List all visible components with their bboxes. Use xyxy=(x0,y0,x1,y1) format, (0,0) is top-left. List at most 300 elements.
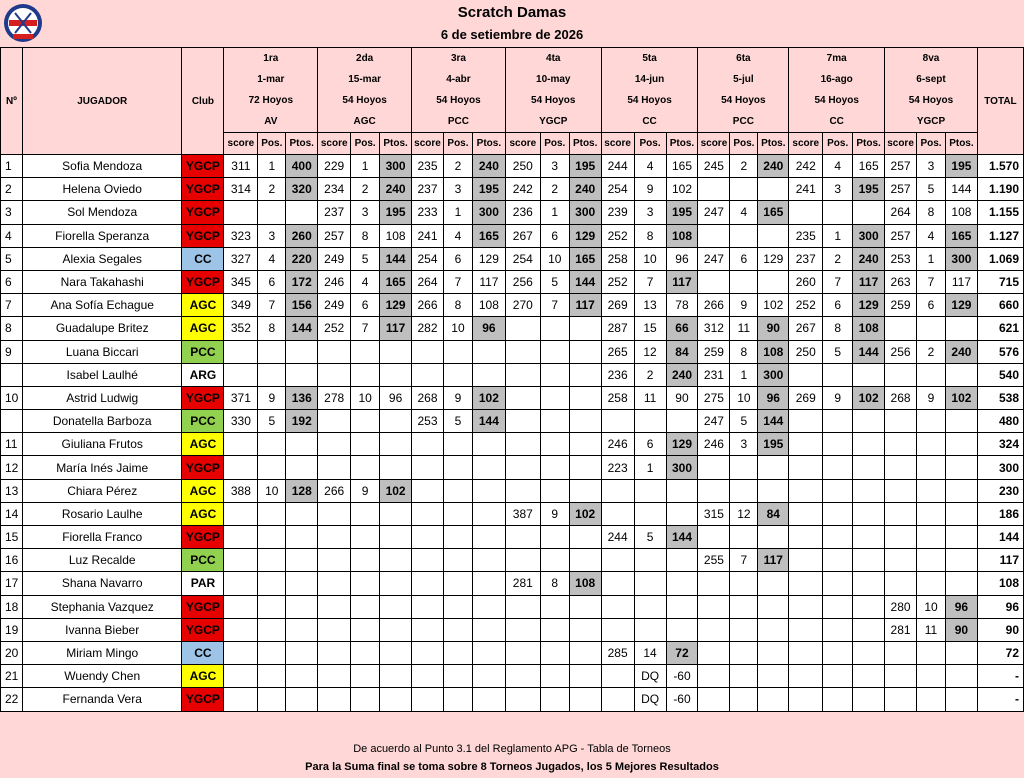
points-cell xyxy=(569,688,601,711)
points-cell: 220 xyxy=(286,247,318,270)
tournament-holes: 54 Hoyos xyxy=(505,90,601,111)
rank-cell xyxy=(1,363,23,386)
player-name-cell: Ana Sofía Echague xyxy=(22,294,182,317)
score-cell xyxy=(412,363,444,386)
points-cell xyxy=(286,665,318,688)
score-cell xyxy=(224,502,258,525)
score-cell xyxy=(601,549,634,572)
points-cell: 66 xyxy=(666,317,698,340)
score-cell: 235 xyxy=(789,224,823,247)
points-cell xyxy=(286,363,318,386)
points-cell: 144 xyxy=(472,410,505,433)
score-cell xyxy=(412,549,444,572)
points-cell: 300 xyxy=(569,201,601,224)
total-cell: 1.570 xyxy=(977,155,1023,178)
club-badge: YGCP xyxy=(182,270,224,293)
table-row xyxy=(1,618,1024,641)
score-cell: 287 xyxy=(601,317,634,340)
position-cell: 3 xyxy=(444,178,473,201)
score-cell xyxy=(885,317,917,340)
points-cell xyxy=(945,688,977,711)
points-cell xyxy=(853,363,885,386)
player-name-cell: Luana Biccari xyxy=(22,340,182,363)
score-cell: 263 xyxy=(885,270,917,293)
points-cell xyxy=(286,340,318,363)
position-cell xyxy=(540,317,569,340)
position-cell: 10 xyxy=(634,247,666,270)
points-cell: -60 xyxy=(666,665,698,688)
position-cell xyxy=(351,688,380,711)
position-cell xyxy=(917,317,946,340)
points-cell xyxy=(472,363,505,386)
total-cell: 538 xyxy=(977,386,1023,409)
points-cell xyxy=(472,526,505,549)
points-cell xyxy=(286,641,318,664)
points-cell xyxy=(666,502,698,525)
points-cell xyxy=(472,688,505,711)
position-cell xyxy=(823,665,853,688)
position-cell xyxy=(823,526,853,549)
position-cell: 10 xyxy=(258,479,286,502)
position-cell xyxy=(444,433,473,456)
points-cell xyxy=(853,549,885,572)
position-cell xyxy=(634,410,666,433)
score-cell xyxy=(789,201,823,224)
points-cell xyxy=(472,549,505,572)
position-cell: 5 xyxy=(917,178,946,201)
points-cell: 240 xyxy=(945,340,977,363)
points-cell xyxy=(945,572,977,595)
points-cell: 400 xyxy=(286,155,318,178)
position-cell xyxy=(258,201,286,224)
points-cell xyxy=(853,433,885,456)
points-cell xyxy=(569,479,601,502)
position-cell xyxy=(444,526,473,549)
points-cell xyxy=(380,363,412,386)
position-cell xyxy=(258,526,286,549)
table-row xyxy=(1,502,1024,525)
points-cell xyxy=(945,456,977,479)
points-cell: 172 xyxy=(286,270,318,293)
position-cell: 13 xyxy=(634,294,666,317)
points-cell xyxy=(380,688,412,711)
table-row xyxy=(1,549,1024,572)
rank-cell: 6 xyxy=(1,270,23,293)
position-cell xyxy=(540,688,569,711)
score-cell: 235 xyxy=(412,155,444,178)
score-cell: 388 xyxy=(224,479,258,502)
position-cell xyxy=(730,595,758,618)
score-cell xyxy=(505,433,540,456)
subheader-ptos: Ptos. xyxy=(853,133,885,155)
position-cell: 2 xyxy=(540,178,569,201)
position-cell: 15 xyxy=(634,317,666,340)
position-cell: 3 xyxy=(634,201,666,224)
points-cell xyxy=(758,456,789,479)
score-cell: 244 xyxy=(601,155,634,178)
points-cell: 240 xyxy=(569,178,601,201)
position-cell: 10 xyxy=(730,386,758,409)
score-cell xyxy=(789,456,823,479)
subheader-pos: Pos. xyxy=(730,133,758,155)
table-row xyxy=(1,526,1024,549)
score-cell xyxy=(885,410,917,433)
points-cell: 136 xyxy=(286,386,318,409)
club-badge: AGC xyxy=(182,479,224,502)
score-cell: 257 xyxy=(885,224,917,247)
player-name-cell: Guadalupe Britez xyxy=(22,317,182,340)
position-cell: DQ xyxy=(634,665,666,688)
points-cell xyxy=(569,433,601,456)
points-cell: 144 xyxy=(569,270,601,293)
rank-cell: 19 xyxy=(1,618,23,641)
position-cell xyxy=(258,502,286,525)
table-row xyxy=(1,340,1024,363)
position-cell: 11 xyxy=(917,618,946,641)
tournament-holes: 72 Hoyos xyxy=(224,90,318,111)
position-cell xyxy=(634,618,666,641)
position-cell: 10 xyxy=(444,317,473,340)
score-cell xyxy=(505,410,540,433)
score-cell: 252 xyxy=(318,317,351,340)
position-cell: 4 xyxy=(634,155,666,178)
score-cell: 245 xyxy=(698,155,730,178)
points-cell xyxy=(569,410,601,433)
position-cell xyxy=(351,665,380,688)
position-cell: 7 xyxy=(540,294,569,317)
page-title: Scratch Damas xyxy=(457,4,567,21)
points-cell xyxy=(286,502,318,525)
position-cell xyxy=(351,410,380,433)
total-cell: 230 xyxy=(977,479,1023,502)
score-cell: 267 xyxy=(505,224,540,247)
score-cell: 239 xyxy=(601,201,634,224)
rank-cell: 11 xyxy=(1,433,23,456)
position-cell xyxy=(444,572,473,595)
club-badge: YGCP xyxy=(182,595,224,618)
points-cell: 84 xyxy=(758,502,789,525)
points-cell xyxy=(569,549,601,572)
points-cell: 192 xyxy=(286,410,318,433)
position-cell: 5 xyxy=(634,526,666,549)
points-cell: 96 xyxy=(758,386,789,409)
tournament-club: PCC xyxy=(412,111,506,133)
position-cell xyxy=(540,665,569,688)
score-cell xyxy=(505,386,540,409)
subheader-pos: Pos. xyxy=(351,133,380,155)
position-cell: 4 xyxy=(917,224,946,247)
position-cell xyxy=(351,572,380,595)
position-cell: 14 xyxy=(634,641,666,664)
position-cell xyxy=(823,572,853,595)
score-cell xyxy=(601,502,634,525)
points-cell: 108 xyxy=(853,317,885,340)
score-cell: 254 xyxy=(412,247,444,270)
points-cell xyxy=(472,641,505,664)
position-cell: 6 xyxy=(730,247,758,270)
score-cell xyxy=(505,526,540,549)
points-cell xyxy=(569,340,601,363)
position-cell: 2 xyxy=(917,340,946,363)
score-cell: 247 xyxy=(698,247,730,270)
points-cell xyxy=(472,618,505,641)
score-cell: 229 xyxy=(318,155,351,178)
points-cell xyxy=(945,479,977,502)
score-cell xyxy=(505,340,540,363)
tournament-n: 2da xyxy=(318,48,412,70)
score-cell xyxy=(318,502,351,525)
position-cell xyxy=(444,665,473,688)
points-cell: 117 xyxy=(758,549,789,572)
points-cell: 300 xyxy=(945,247,977,270)
position-cell: 4 xyxy=(730,201,758,224)
score-cell xyxy=(318,572,351,595)
score-cell xyxy=(789,618,823,641)
position-cell xyxy=(540,526,569,549)
points-cell xyxy=(758,618,789,641)
tournament-club: AV xyxy=(224,111,318,133)
score-cell: 246 xyxy=(601,433,634,456)
subheader-pos: Pos. xyxy=(823,133,853,155)
points-cell: 240 xyxy=(758,155,789,178)
position-cell: 6 xyxy=(634,433,666,456)
points-cell xyxy=(945,410,977,433)
score-cell xyxy=(412,618,444,641)
points-cell: 117 xyxy=(853,270,885,293)
points-cell xyxy=(945,502,977,525)
position-cell xyxy=(540,479,569,502)
points-cell xyxy=(945,433,977,456)
position-cell: 5 xyxy=(730,410,758,433)
score-cell: 231 xyxy=(698,363,730,386)
tournament-club: YGCP xyxy=(885,111,978,133)
score-cell xyxy=(412,433,444,456)
club-badge: PAR xyxy=(182,572,224,595)
score-cell: 257 xyxy=(885,178,917,201)
score-cell: 265 xyxy=(601,340,634,363)
score-cell: 246 xyxy=(698,433,730,456)
position-cell xyxy=(258,433,286,456)
total-cell: 1.127 xyxy=(977,224,1023,247)
score-cell: 257 xyxy=(885,155,917,178)
position-cell xyxy=(823,363,853,386)
points-cell xyxy=(472,572,505,595)
position-cell: 8 xyxy=(258,317,286,340)
score-cell: 236 xyxy=(601,363,634,386)
points-cell: 195 xyxy=(853,178,885,201)
score-cell: 258 xyxy=(601,247,634,270)
points-cell xyxy=(569,317,601,340)
points-cell: 102 xyxy=(472,386,505,409)
position-cell: 1 xyxy=(540,201,569,224)
score-cell xyxy=(789,641,823,664)
position-cell xyxy=(634,549,666,572)
position-cell xyxy=(917,410,946,433)
total-cell: 540 xyxy=(977,363,1023,386)
position-cell xyxy=(351,549,380,572)
points-cell: 165 xyxy=(380,270,412,293)
footer-note-rule: De acuerdo al Punto 3.1 del Reglamento APG - Tabla de Torneos xyxy=(353,743,671,755)
score-cell xyxy=(601,665,634,688)
tournament-n: 8va xyxy=(885,48,978,70)
points-cell: 78 xyxy=(666,294,698,317)
position-cell: 8 xyxy=(823,317,853,340)
score-cell xyxy=(789,688,823,711)
total-cell: - xyxy=(977,665,1023,688)
score-cell xyxy=(885,479,917,502)
score-cell xyxy=(505,641,540,664)
points-cell: 195 xyxy=(945,155,977,178)
position-cell: 9 xyxy=(258,386,286,409)
score-cell xyxy=(601,595,634,618)
position-cell xyxy=(917,665,946,688)
score-cell xyxy=(224,456,258,479)
position-cell xyxy=(823,641,853,664)
score-cell: 250 xyxy=(505,155,540,178)
points-cell xyxy=(853,502,885,525)
position-cell xyxy=(730,224,758,247)
position-cell xyxy=(444,340,473,363)
tournament-date: 6-sept xyxy=(885,69,978,90)
subheader-ptos: Ptos. xyxy=(758,133,789,155)
score-cell xyxy=(505,688,540,711)
score-cell: 330 xyxy=(224,410,258,433)
rank-cell: 12 xyxy=(1,456,23,479)
score-cell: 266 xyxy=(698,294,730,317)
position-cell xyxy=(258,618,286,641)
header-row xyxy=(1,48,1024,70)
subheader-ptos: Ptos. xyxy=(666,133,698,155)
score-cell: 281 xyxy=(885,618,917,641)
points-cell: 144 xyxy=(758,410,789,433)
points-cell: 195 xyxy=(472,178,505,201)
position-cell xyxy=(823,201,853,224)
score-cell xyxy=(318,340,351,363)
points-cell: 117 xyxy=(380,317,412,340)
header-club: Club xyxy=(182,48,224,155)
table-row xyxy=(1,224,1024,247)
points-cell xyxy=(286,433,318,456)
points-cell: 102 xyxy=(380,479,412,502)
points-cell: 128 xyxy=(286,479,318,502)
points-cell xyxy=(380,618,412,641)
points-cell xyxy=(758,526,789,549)
points-cell: 240 xyxy=(472,155,505,178)
position-cell: 6 xyxy=(540,224,569,247)
position-cell: 6 xyxy=(444,247,473,270)
score-cell xyxy=(885,433,917,456)
score-cell xyxy=(698,665,730,688)
score-cell xyxy=(698,456,730,479)
points-cell xyxy=(286,201,318,224)
score-cell: 267 xyxy=(789,317,823,340)
position-cell xyxy=(258,665,286,688)
position-cell: 3 xyxy=(258,224,286,247)
position-cell xyxy=(917,433,946,456)
tournament-n: 4ta xyxy=(505,48,601,70)
score-cell: 268 xyxy=(412,386,444,409)
score-cell xyxy=(698,526,730,549)
tournament-n: 5ta xyxy=(601,48,698,70)
total-cell: - xyxy=(977,688,1023,711)
score-cell xyxy=(885,572,917,595)
points-cell: 102 xyxy=(945,386,977,409)
score-cell xyxy=(412,688,444,711)
position-cell: DQ xyxy=(634,688,666,711)
subheader-pos: Pos. xyxy=(444,133,473,155)
score-cell: 252 xyxy=(789,294,823,317)
position-cell: 7 xyxy=(917,270,946,293)
points-cell: 108 xyxy=(945,201,977,224)
total-cell: 324 xyxy=(977,433,1023,456)
rank-cell: 14 xyxy=(1,502,23,525)
position-cell: 1 xyxy=(351,155,380,178)
score-cell xyxy=(698,641,730,664)
position-cell xyxy=(730,178,758,201)
position-cell xyxy=(730,641,758,664)
position-cell xyxy=(540,340,569,363)
rank-cell: 8 xyxy=(1,317,23,340)
points-cell xyxy=(380,340,412,363)
score-cell: 266 xyxy=(412,294,444,317)
tournament-date: 10-may xyxy=(505,69,601,90)
player-name-cell: Stephania Vazquez xyxy=(22,595,182,618)
points-cell: 102 xyxy=(853,386,885,409)
position-cell: 7 xyxy=(351,317,380,340)
points-cell xyxy=(945,317,977,340)
score-cell xyxy=(505,456,540,479)
points-cell xyxy=(945,526,977,549)
score-cell xyxy=(698,178,730,201)
position-cell: 9 xyxy=(634,178,666,201)
score-cell xyxy=(224,665,258,688)
score-cell: 285 xyxy=(601,641,634,664)
table-row xyxy=(1,595,1024,618)
table-row xyxy=(1,572,1024,595)
score-cell: 254 xyxy=(505,247,540,270)
player-name-cell: Alexia Segales xyxy=(22,247,182,270)
tournament-n: 7ma xyxy=(789,48,885,70)
score-cell: 256 xyxy=(505,270,540,293)
table-row xyxy=(1,410,1024,433)
points-cell xyxy=(945,363,977,386)
table-row xyxy=(1,270,1024,293)
score-cell xyxy=(412,572,444,595)
score-cell: 260 xyxy=(789,270,823,293)
position-cell xyxy=(634,502,666,525)
position-cell: 7 xyxy=(444,270,473,293)
points-cell xyxy=(286,572,318,595)
position-cell: 1 xyxy=(444,201,473,224)
total-cell: 72 xyxy=(977,641,1023,664)
position-cell: 7 xyxy=(823,270,853,293)
score-cell xyxy=(789,410,823,433)
position-cell: 3 xyxy=(823,178,853,201)
points-cell: 165 xyxy=(945,224,977,247)
position-cell: 3 xyxy=(917,155,946,178)
tournament-n: 6ta xyxy=(698,48,789,70)
score-cell xyxy=(505,595,540,618)
position-cell: 2 xyxy=(444,155,473,178)
position-cell xyxy=(730,479,758,502)
points-cell: 144 xyxy=(666,526,698,549)
subheader-score: score xyxy=(698,133,730,155)
position-cell xyxy=(540,618,569,641)
position-cell: 6 xyxy=(917,294,946,317)
subheader-score: score xyxy=(885,133,917,155)
score-cell xyxy=(318,456,351,479)
position-cell: 5 xyxy=(351,247,380,270)
